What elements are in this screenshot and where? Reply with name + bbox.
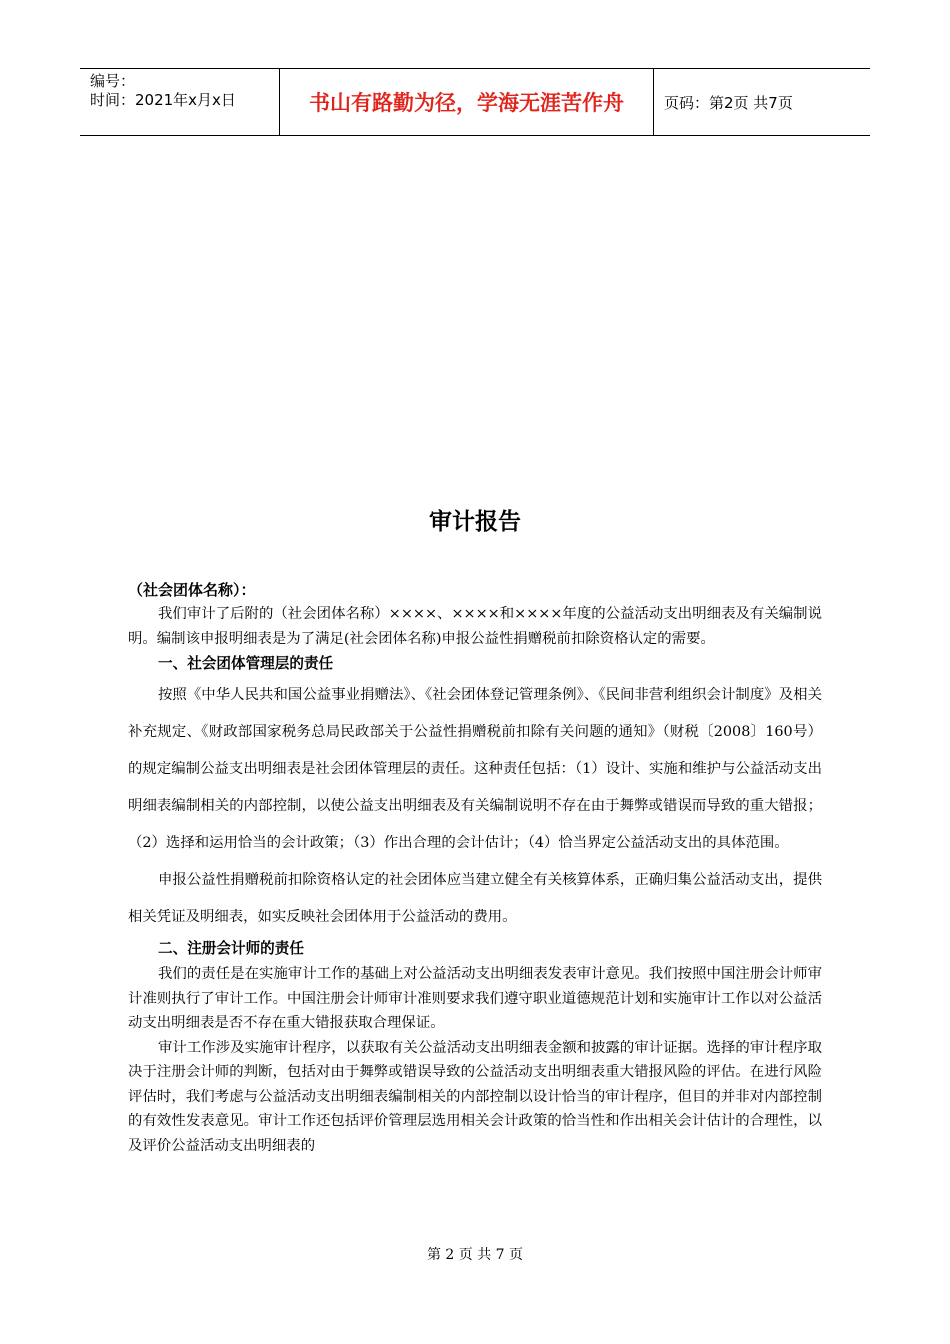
header-meta [80,69,280,135]
salutation: （社会团体名称）： [128,581,256,599]
intro-paragraph: 我们审计了后附的（社会团体名称）××××、××××和××××年度的公益活动支出明细表及有关编制说明。编制该申报明细表是为了满足(社会团体名称)申报公益性捐赠税前扣除资格认定的需要。 [128,606,822,647]
page-footer: 第 2 页 共 7 页 [426,1247,524,1263]
section1-paragraph-2: 申报公益性捐赠税前扣除资格认定的社会团体应当建立健全有关核算体系，正确归集公益活动支出，提供相关凭证及明细表，如实反映社会团体用于公益活动的费用。 [128,872,822,925]
section2-heading: 二、注册会计师的责任 [158,940,304,957]
number-label: 编号： [90,72,136,90]
section1-paragraph-1: 按照《中华人民共和国公益事业捐赠法》、《社会团体登记管理条例》、《民间非营利组织会计制度》及相关补充规定、《财政部国家税务总局民政部关于公益性捐赠税前扣除有关问题的通知》（财税〔2008〕160号）的规定编制公益支出明细表是社会团体管理层的责任。这种责任包括：（1）设计、实施和维护与公益活动支出明细表编制相关的内部控制，以使公益支出明细表及有关编制说明不存在由于舞弊或错误而导致的重大错报；（2）选择和运用恰当的会计政策；（3）作出合理的会计估计；（4）恰当界定公益活动支出的具体范围。 [128,687,822,851]
document-body [128,578,822,1158]
section2-paragraph-1: 我们的责任是在实施审计工作的基础上对公益活动支出明细表发表审计意见。我们按照中国注册会计师审计准则执行了审计工作。中国注册会计师审计准则要求我们遵守职业道德规范计划和实施审计工作以对公益活动支出明细表是否不存在重大错报获取合理保证。 [128,966,822,1031]
header-motto: 书山有路勤为径，学海无涯苦作舟 [280,69,654,135]
section2-paragraph-2: 审计工作涉及实施审计程序，以获取有关公益活动支出明细表金额和披露的审计证据。选择的审计程序取决于注册会计师的判断，包括对由于舞弊或错误导致的公益活动支出明细表重大错报风险的评估。在进行风险评估时，我们考虑与公益活动支出明细表编制相关的内部控制以设计恰当的审计程序，但目的并非对内部控制的有效性发表意见。审计工作还包括评价管理层选用相关会计政策的恰当性和作出相关会计估计的合理性，以及评价公益活动支出明细表的 [128,1039,822,1154]
section1-heading: 一、社会团体管理层的责任 [158,655,334,672]
document-title: 审计报告 [429,509,521,535]
time-label: 时间：2021年x月x日 [90,91,236,109]
document-header [80,68,870,136]
header-page-info: 页码：第2页 共7页 [664,93,793,112]
